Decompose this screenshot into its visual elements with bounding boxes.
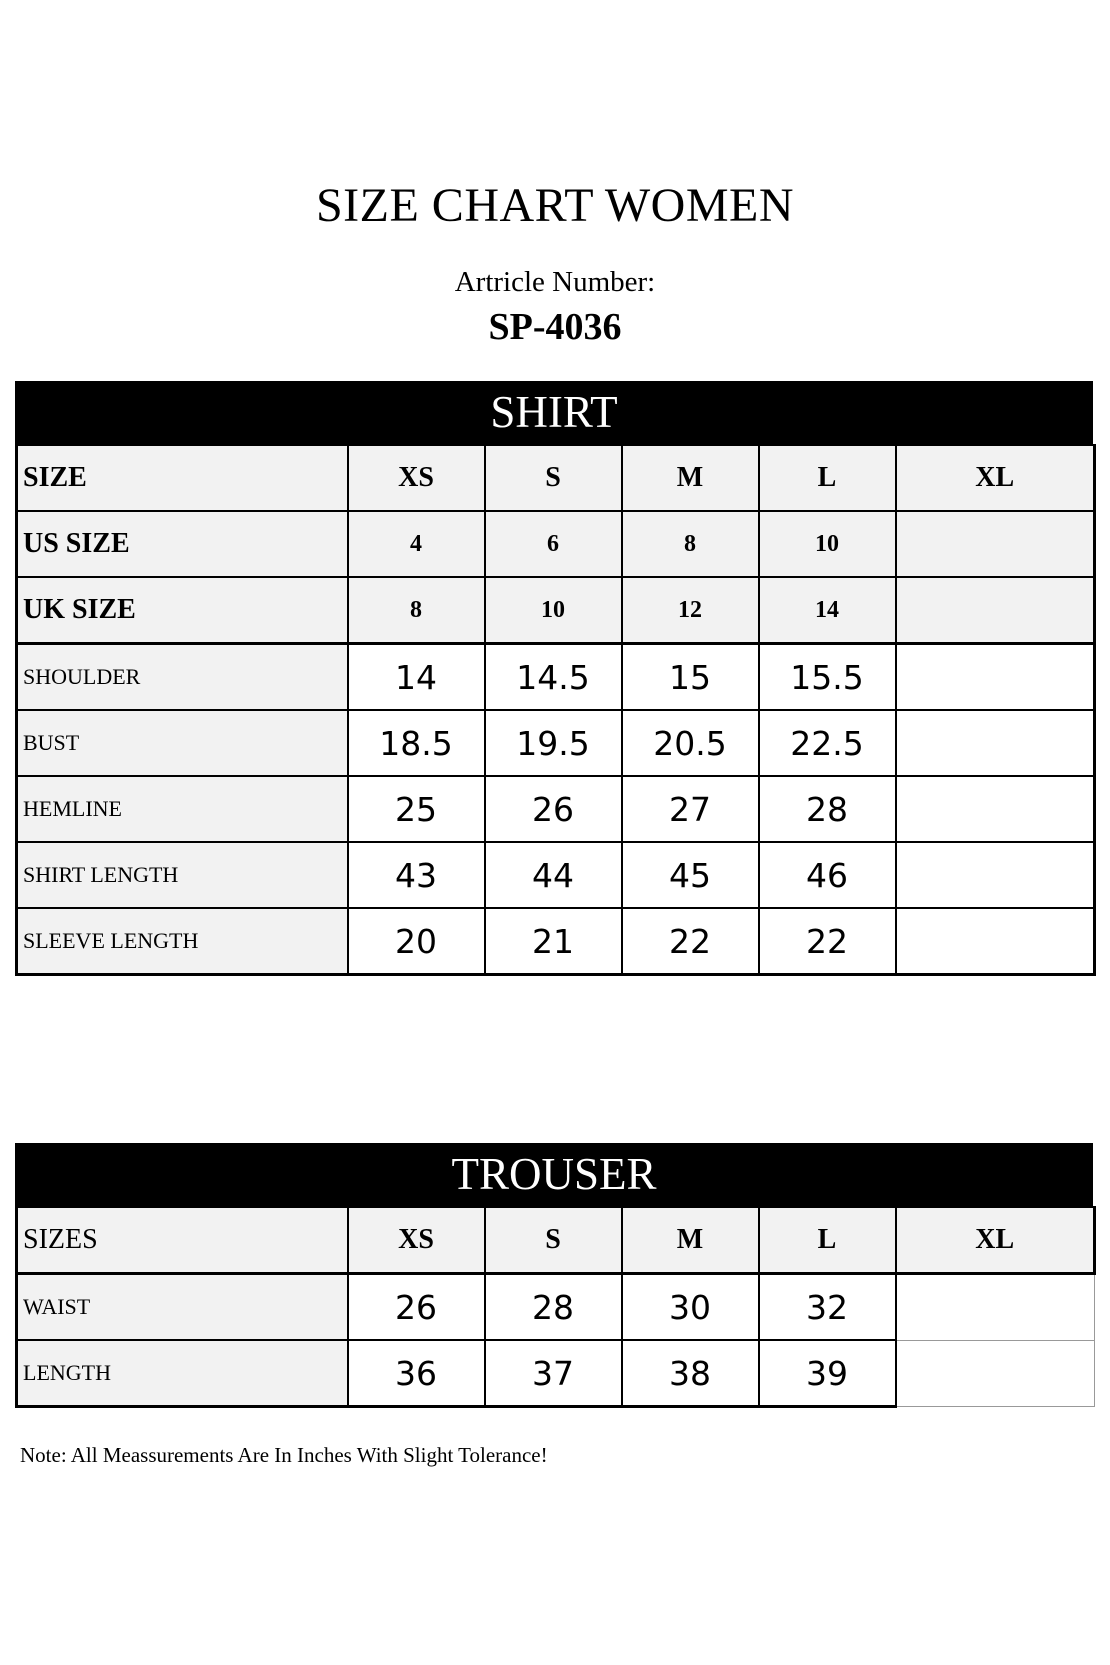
table-cell: 30 (622, 1274, 759, 1341)
table-cell: 46 (759, 842, 896, 908)
row-label: BUST (17, 710, 348, 776)
table-cell: 22.5 (759, 710, 896, 776)
table-row (17, 511, 1095, 577)
size-header-xl: XL (896, 1207, 1095, 1274)
table-cell: 38 (622, 1340, 759, 1407)
table-cell: 32 (759, 1274, 896, 1341)
table-cell: 21 (485, 908, 622, 975)
table-cell: 39 (759, 1340, 896, 1407)
table-cell: 20.5 (622, 710, 759, 776)
table-cell (896, 842, 1095, 908)
table-row (17, 644, 1095, 711)
size-header-xs: XS (348, 1207, 485, 1274)
table-row (17, 710, 1095, 776)
table-row (17, 577, 1095, 644)
row-label: US SIZE (17, 511, 348, 577)
table-cell: 45 (622, 842, 759, 908)
size-row-label: SIZE (17, 445, 348, 511)
table-cell: 22 (622, 908, 759, 975)
table-cell: 8 (348, 577, 485, 644)
row-label: LENGTH (17, 1340, 348, 1407)
size-header-s: S (485, 445, 622, 511)
table-cell: 26 (348, 1274, 485, 1341)
table-cell: 10 (759, 511, 896, 577)
table-cell: 14 (348, 644, 485, 711)
article-number-label: Artricle Number: (454, 266, 656, 298)
table-cell: 26 (485, 776, 622, 842)
measurement-note: Note: All Meassurements Are In Inches With Slight Tolerance! (20, 1443, 548, 1467)
row-label: SHIRT LENGTH (17, 842, 348, 908)
table-cell: 37 (485, 1340, 622, 1407)
table-cell: 19.5 (485, 710, 622, 776)
size-header-l: L (759, 1207, 896, 1274)
table-cell: 6 (485, 511, 622, 577)
row-label: HEMLINE (17, 776, 348, 842)
article-number: SP-4036 (488, 306, 622, 348)
table-cell: 4 (348, 511, 485, 577)
trouser-size-table (15, 1143, 1093, 1408)
table-cell: 25 (348, 776, 485, 842)
table-cell (896, 577, 1095, 644)
table-row (17, 776, 1095, 842)
table-cell: 14 (759, 577, 896, 644)
size-header-s: S (485, 1207, 622, 1274)
shirt-table-title: SHIRT (15, 381, 1093, 444)
row-label: WAIST (17, 1274, 348, 1341)
table-cell: 36 (348, 1340, 485, 1407)
row-label: SHOULDER (17, 644, 348, 711)
size-header-m: M (622, 1207, 759, 1274)
table-cell: 20 (348, 908, 485, 975)
table-cell: 44 (485, 842, 622, 908)
trouser-header-row (17, 1207, 1095, 1274)
table-cell (896, 908, 1095, 975)
size-header-m: M (622, 445, 759, 511)
size-header-l: L (759, 445, 896, 511)
table-cell: 18.5 (348, 710, 485, 776)
table-cell (896, 1340, 1095, 1407)
table-row (17, 908, 1095, 975)
table-row (17, 1340, 1095, 1407)
row-label: SLEEVE LENGTH (17, 908, 348, 975)
table-cell (896, 511, 1095, 577)
table-cell: 8 (622, 511, 759, 577)
table-cell: 12 (622, 577, 759, 644)
trouser-table-title: TROUSER (15, 1143, 1093, 1206)
table-cell: 43 (348, 842, 485, 908)
row-label: UK SIZE (17, 577, 348, 644)
table-cell: 15.5 (759, 644, 896, 711)
table-cell: 27 (622, 776, 759, 842)
table-row (17, 1274, 1095, 1341)
shirt-header-row (17, 445, 1095, 511)
size-header-xl: XL (896, 445, 1095, 511)
shirt-size-table (15, 381, 1093, 976)
table-cell: 22 (759, 908, 896, 975)
table-cell: 10 (485, 577, 622, 644)
table-cell (896, 776, 1095, 842)
table-row (17, 842, 1095, 908)
page-title: SIZE CHART WOMEN (315, 179, 794, 232)
table-cell (896, 644, 1095, 711)
size-header-xs: XS (348, 445, 485, 511)
table-cell: 14.5 (485, 644, 622, 711)
table-cell (896, 1274, 1095, 1341)
table-cell: 28 (759, 776, 896, 842)
sizes-row-label: SIZES (17, 1207, 348, 1274)
table-cell (896, 710, 1095, 776)
table-cell: 28 (485, 1274, 622, 1341)
table-cell: 15 (622, 644, 759, 711)
